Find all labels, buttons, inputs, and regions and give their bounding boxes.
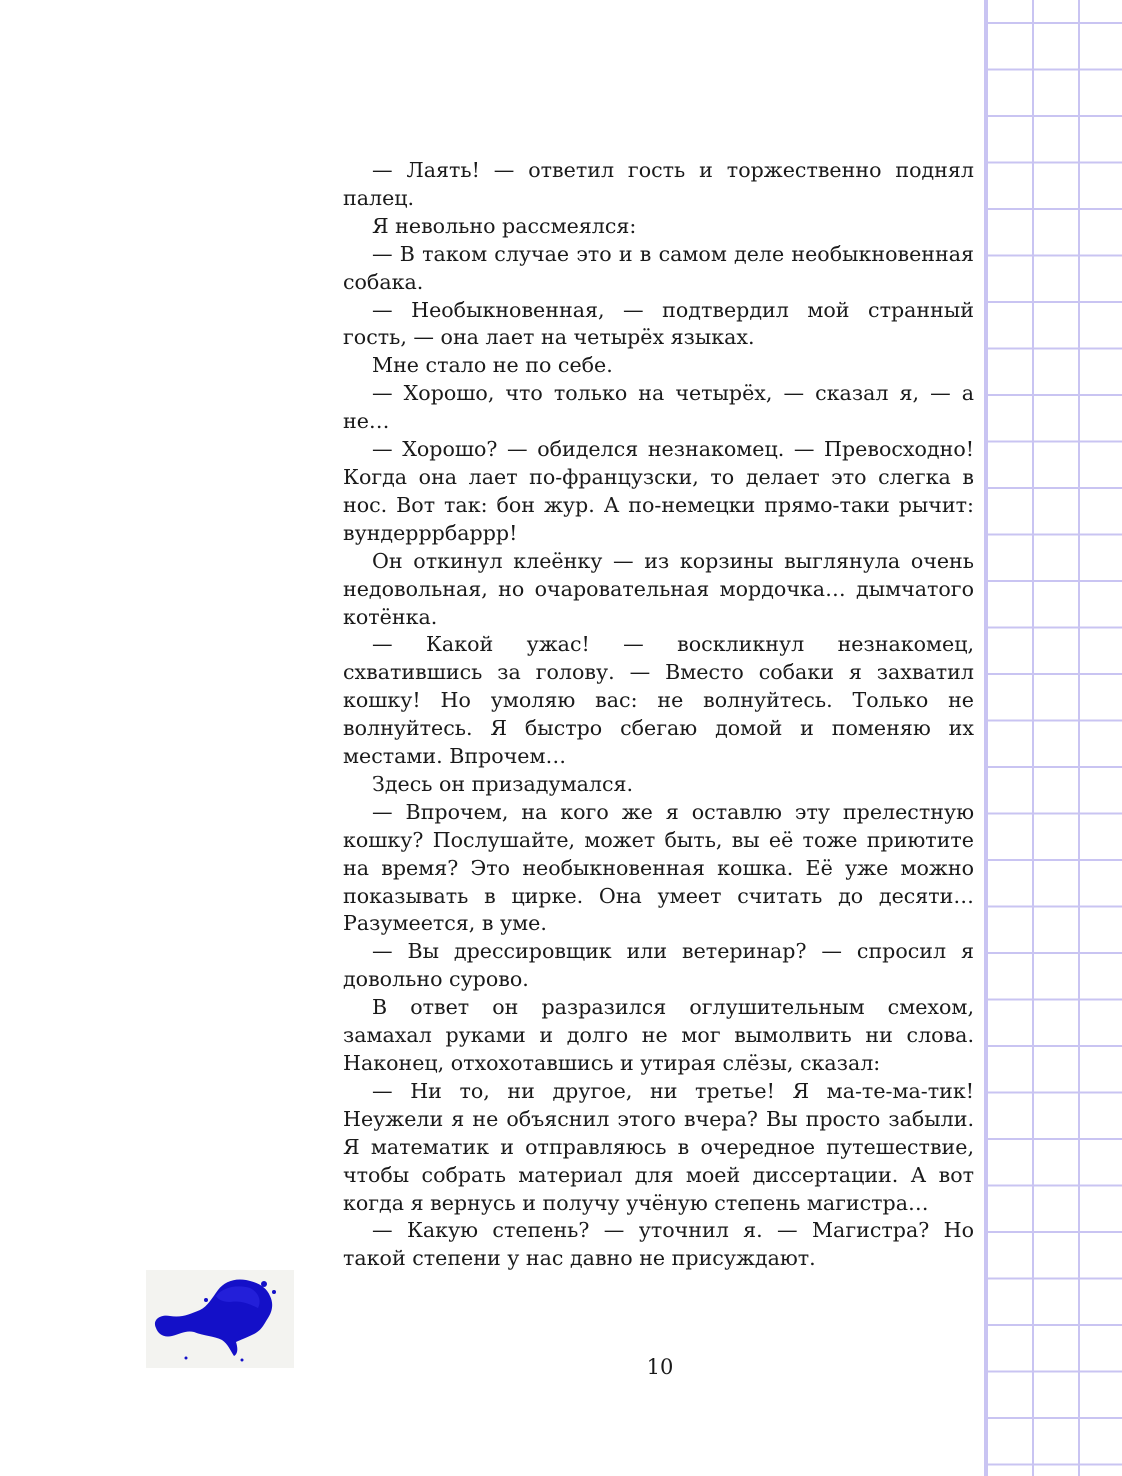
- paragraph: — Необыкновенная, — подтвердил мой странный гость, — она лает на четырёх языках.: [343, 297, 974, 350]
- paragraph: Здесь он призадумался.: [372, 771, 634, 796]
- paragraph: — Хорошо? — обиделся незнакомец. — Превосходно! Когда она лает по-французски, то делает это слегка в нос. Вот так: бон жур. А по-немецки прямо-таки рычит: вундерррбаррр!: [343, 437, 974, 545]
- paragraph: — Ни то, ни другое, ни третье! Я ма-те-ма-тик! Неужели я не объяснил этого вчера? Вы просто забыли. Я математик и отправляюсь в очередное путешествие, чтобы собрать материал для моей диссертации. А вот когда я вернусь и получу учёную степень магистра…: [343, 1078, 974, 1215]
- ink-blot-icon: [146, 1270, 294, 1368]
- paragraph: Мне стало не по себе.: [372, 353, 613, 378]
- paragraph: — Впрочем, на кого же я оставлю эту прелестную кошку? Послушайте, может быть, вы её тоже приютите на время? Это необыкновенная кошка. Её уже можно показывать в цирке. Она умеет считать до десяти… Разумеется, в уме.: [343, 799, 974, 936]
- paragraph: Он откинул клеёнку — из корзины выглянула очень недовольная, но очаровательная мордочка… дымчатого котёнка.: [343, 548, 974, 629]
- graph-paper-margin: [984, 0, 1122, 1476]
- paragraph: — Какой ужас! — воскликнул незнакомец, схватившись за голову. — Вместо собаки я захватил кошку! Но умоляю вас: не волнуйтесь. Только не волнуйтесь. Я быстро сбегаю домой и поменяю их местами. Впрочем…: [343, 632, 974, 769]
- paragraph: — Вы дрессировщик или ветеринар? — спросил я довольно сурово.: [343, 939, 974, 992]
- paragraph: — Какую степень? — уточнил я. — Магистра? Но такой степени у нас давно не присуждают.: [343, 1218, 974, 1271]
- page-number: 10: [646, 1355, 674, 1379]
- paragraph: — Хорошо, что только на четырёх, — сказал я, — а не…: [343, 381, 974, 434]
- paragraph: Я невольно рассмеялся:: [372, 213, 637, 238]
- ink-blot-illustration: [146, 1270, 294, 1368]
- paragraph: — В таком случае это и в самом деле необыкновенная собака.: [343, 241, 974, 294]
- story-text: [343, 157, 974, 1273]
- paragraph: — Лаять! — ответил гость и торжественно поднял палец.: [343, 158, 974, 210]
- paragraph: В ответ он разразился оглушительным смехом, замахал руками и долго не мог вымолвить ни слова. Наконец, отхохотавшись и утирая слёзы, сказал:: [343, 995, 974, 1075]
